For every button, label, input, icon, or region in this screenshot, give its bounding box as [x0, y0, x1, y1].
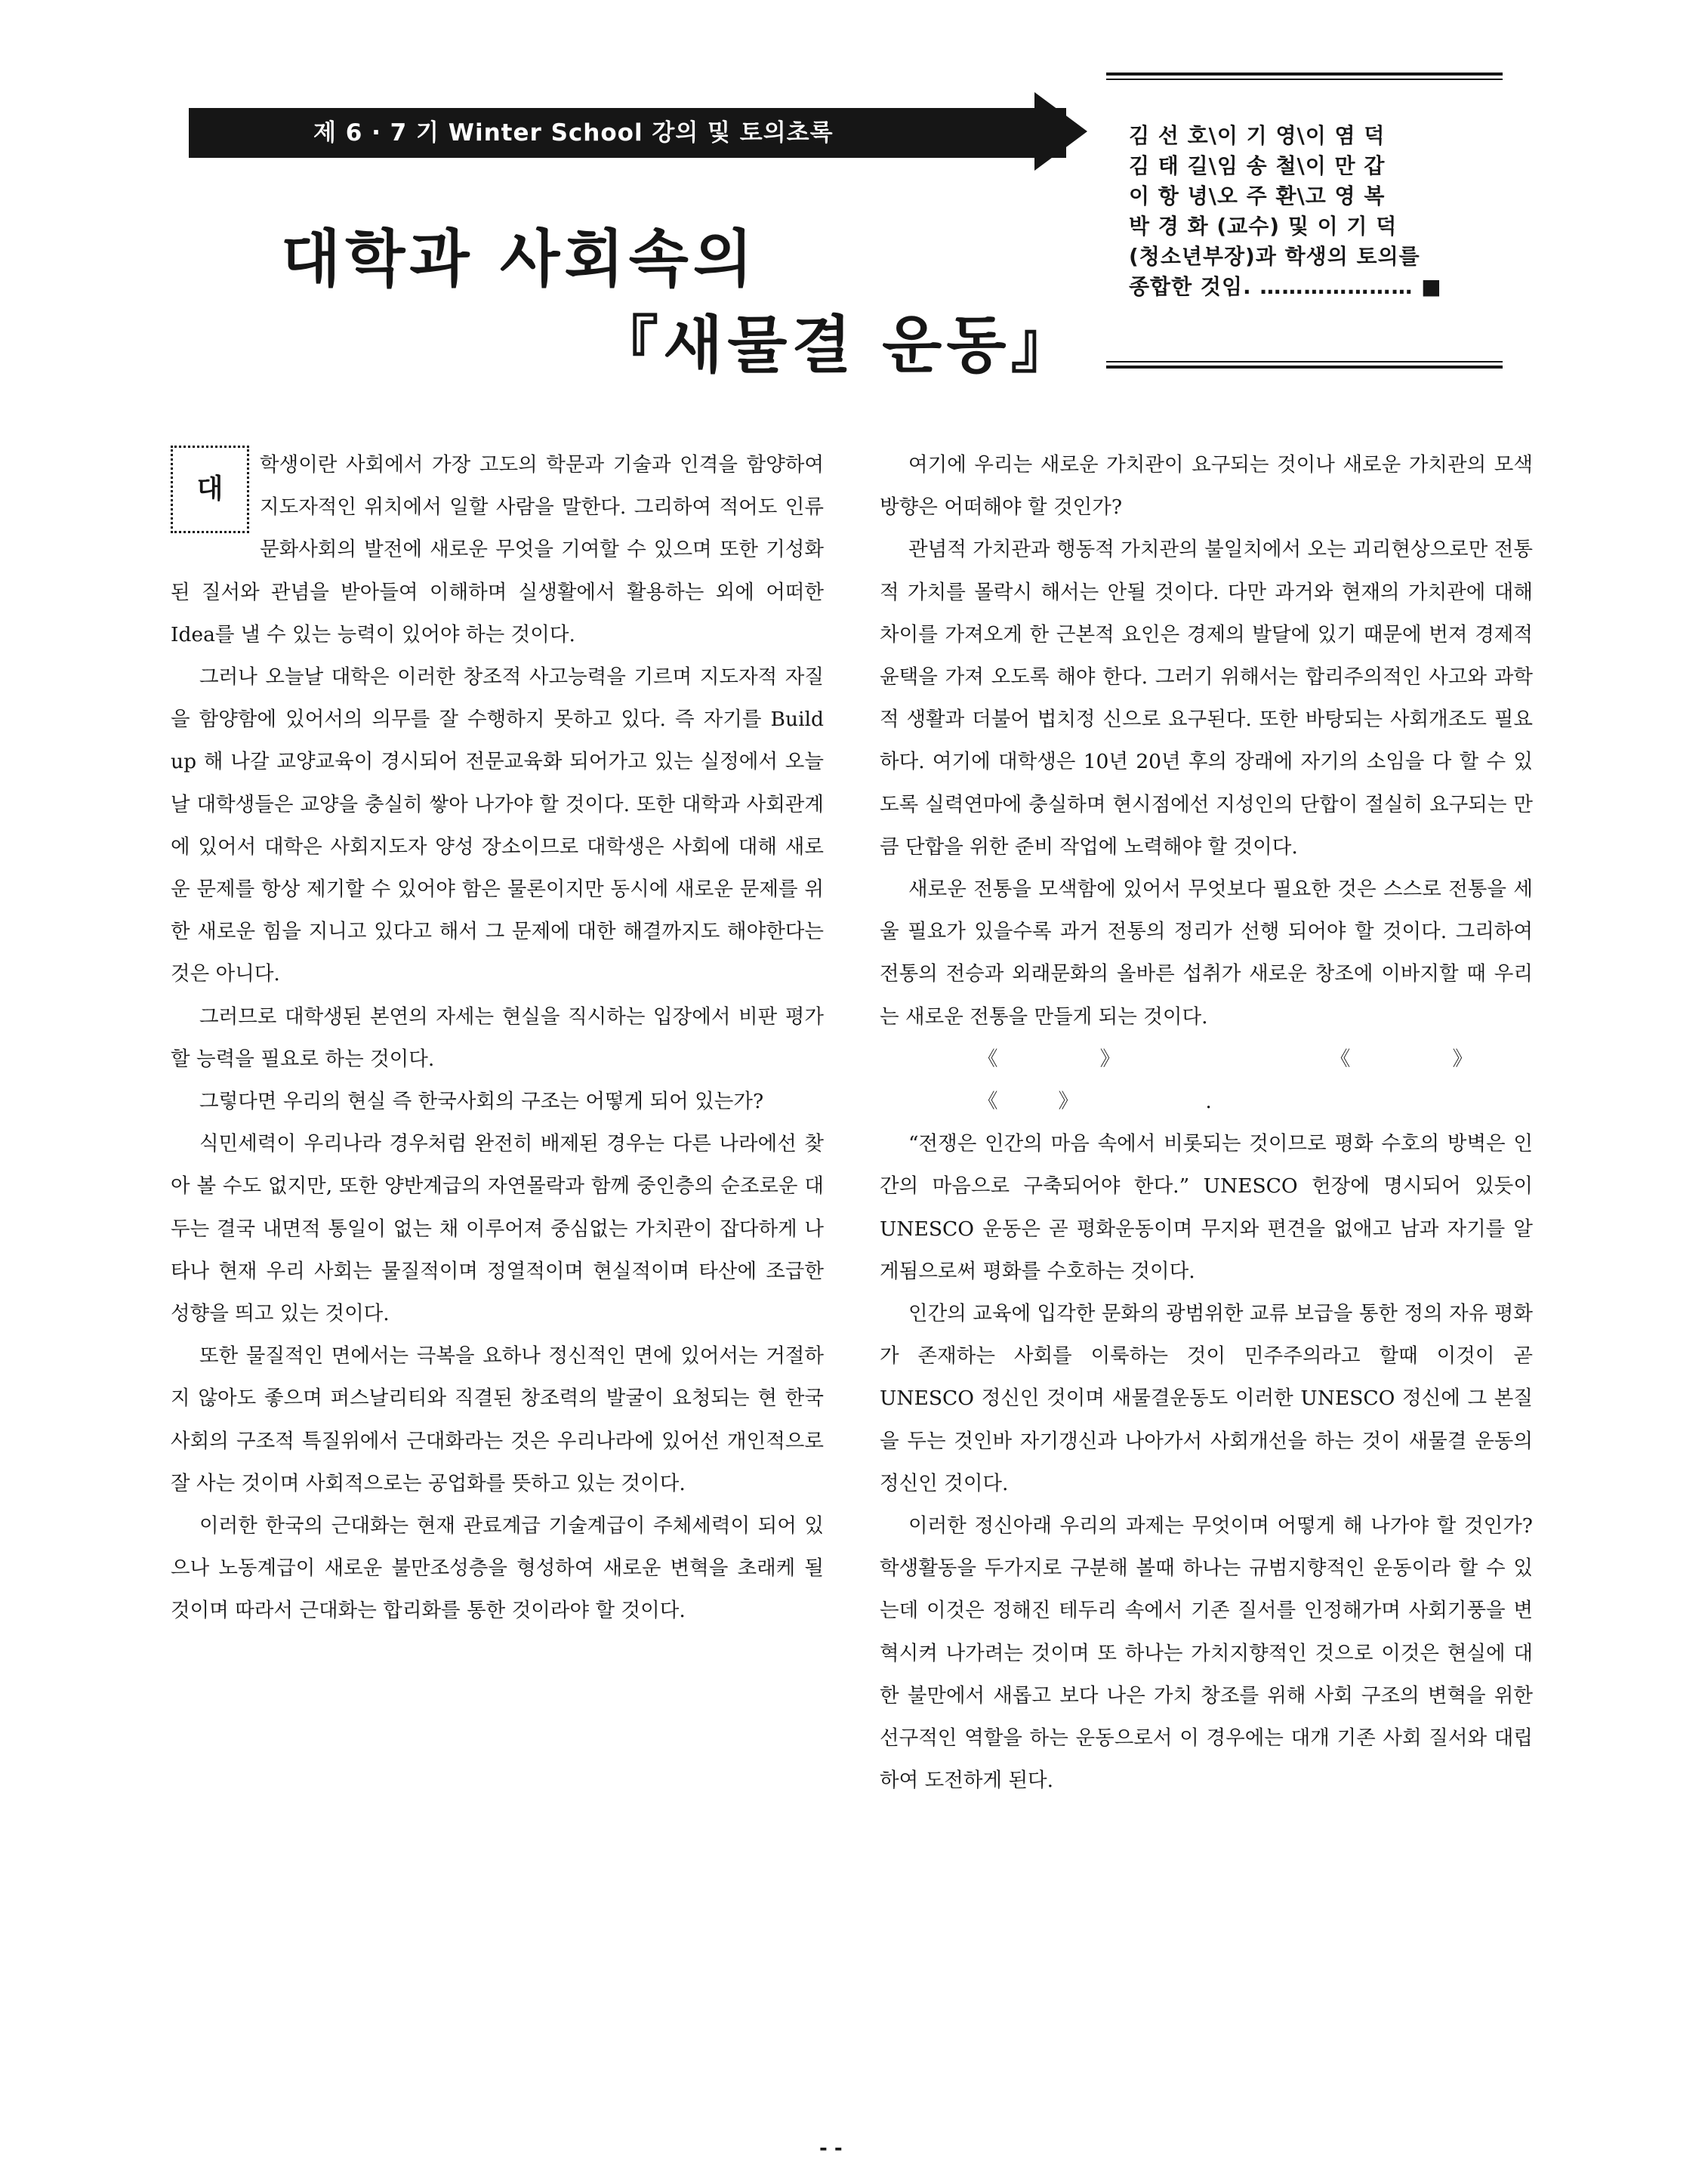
- paragraph: 식민세력이 우리나라 경우처럼 완전히 배제된 경우는 다른 나라에선 찾아 볼 수도 없지만, 또한 양반계급의 자연몰락과 함께 중인층의 순조로운 대두는 결국 내면적 통일이 없는 채 이루어져 중심없는 가치관이 잡다하게 나타나 현재 우리 사회는 물질적이며 정열적이며 현실적이며 타산에 조급한 성향을 띄고 있는 것이다.: [171, 1132, 824, 1326]
- credits-line: (청소년부장)과 학생의 토의를: [1129, 244, 1420, 269]
- section-banner: [189, 108, 1066, 158]
- paragraph: 또한 물질적인 면에서는 극복을 요하나 정신적인 면에 있어서는 거절하지 않아도 좋으며 퍼스날리티와 직결된 창조력의 발굴이 요청되는 현 한국사회의 구조적 특질위에서 근대화라는 것은 우리나라에 있어선 개인적으로 잘 사는 것이며 사회적으로는 공업화를 뜻하고 있는 것이다.: [171, 1344, 824, 1495]
- article-title-line1: 대학과 사회속의: [281, 224, 758, 295]
- banner-text: 제 6 · 7 기 Winter School 강의 및 토의초록: [313, 119, 834, 147]
- banner-arrow-icon: [1034, 92, 1087, 171]
- paragraph: 인간의 교육에 입각한 문화의 광범위한 교류 보급을 통한 정의 자유 평화가 존재하는 사회를 이룩하는 것이 민주주의라고 할때 이것이 곧 UNESCO 정신인 것이며 새물결운동도 이러한 UNESCO 정신에 그 본질을 두는 것인바 자기갱신과 나아가서 사회개선을 하는 것이 새물결 운동의 정신인 것이다.: [880, 1302, 1533, 1495]
- article-column-left: [171, 444, 824, 1633]
- paragraph: 그렇다면 우리의 현실 즉 한국사회의 구조는 어떻게 되어 있는가?: [199, 1090, 764, 1114]
- section-separator: 《》 《》 《》 .: [978, 1047, 1533, 1114]
- credits-rule-bottom: [1106, 361, 1503, 369]
- paragraph: 이러한 정신아래 우리의 과제는 무엇이며 어떻게 해 나가야 할 것인가? 학생활동을 두가지로 구분해 볼때 하나는 규범지향적인 운동이라 할 수 있는데 이것은 정해진 테두리 속에서 기존 질서를 인정해가며 사회기풍을 변혁시켜 나가려는 것이며 또 하나는 가치지향적인 것으로 이것은 현실에 대한 불만에서 새롭고 보다 나은 가치 창조를 위해 사회 구조의 변혁을 위한 선구적인 역할을 하는 운동으로서 이 경우에는 대개 기존 사회 질서와 대립하여 도전하게 된다.: [880, 1514, 1533, 1793]
- dropcap-letter: 대: [196, 473, 224, 504]
- paragraph: 그러나 오늘날 대학은 이러한 창조적 사고능력을 기르며 지도자적 자질을 함양함에 있어서의 의무를 잘 수행하지 못하고 있다. 즉 자기를 Build up 해 나갈 교양교육이 경시되어 전문교육화 되어가고 있는 실정에서 오늘날 대학생들은 교양을 충실히 쌓아 나가야 할 것이다. 또한 대학과 사회관계에 있어서 대학은 사회지도자 양성 장소이므로 대학생은 사회에 대해 새로운 문제를 항상 제기할 수 있어야 함은 물론이지만 동시에 새로운 문제를 위한 새로운 힘을 지니고 있다고 해서 그 문제에 대한 해결까지도 해야한다는 것은 아니다.: [171, 665, 824, 986]
- article-title-line2: 『새물결 운동』: [597, 310, 1078, 381]
- paragraph: 이러한 한국의 근대화는 현재 관료계급 기술계급이 주체세력이 되어 있으나 노동계급이 새로운 불만조성층을 형성하여 새로운 변혁을 초래케 될 것이며 따라서 근대화는 합리화를 통한 것이라야 할 것이다.: [171, 1514, 824, 1623]
- credits-line: 김 선 호\이 기 영\이 염 덕: [1129, 123, 1386, 148]
- dropcap: [171, 446, 249, 533]
- paragraph: 새로운 전통을 모색함에 있어서 무엇보다 필요한 것은 스스로 전통을 세울 필요가 있을수록 과거 전통의 정리가 선행 되어야 할 것이다. 그리하여 전통의 전승과 외래문화의 올바른 섭취가 새로운 창조에 이바지할 때 우리는 새로운 전통을 만들게 되는 것이다.: [880, 878, 1533, 1029]
- article-column-right: [880, 444, 1533, 1803]
- paragraph: 그러므로 대학생된 본연의 자세는 현실을 직시하는 입장에서 비판 평가할 능력을 필요로 하는 것이다.: [171, 1004, 824, 1071]
- paragraph: “전쟁은 인간의 마음 속에서 비롯되는 것이므로 평화 수호의 방벽은 인간의 마음으로 구축되어야 한다.” UNESCO 헌장에 명시되어 있듯이 UNESCO 운동은 곧 평화운동이며 무지와 편견을 없애고 남과 자기를 알게됨으로써 평화를 수호하는 것이다.: [880, 1132, 1533, 1283]
- page-number: - -: [819, 2137, 843, 2160]
- credits-line: 종합한 것임. ………………… ■: [1129, 274, 1442, 299]
- credits-line: 박 경 화 (교수) 및 이 기 덕: [1129, 214, 1398, 239]
- credits-line: 이 항 녕\오 주 환\고 영 복: [1129, 184, 1386, 208]
- paragraph: 관념적 가치관과 행동적 가치관의 불일치에서 오는 괴리현상으로만 전통적 가치를 몰락시 해서는 안될 것이다. 다만 과거와 현재의 가치관에 대해 차이를 가져오게 한 근본적 요인은 경제의 발달에 있기 때문에 번져 경제적 윤택을 가져 오도록 해야 한다. 그러기 위해서는 합리주의적인 사고와 과학적 생활과 더불어 법치정 신으로 요구된다. 또한 바탕되는 사회개조도 필요하다. 여기에 대학생은 10년 20년 후의 장래에 자기의 소임을 다 할 수 있도록 실력연마에 충실하며 현시점에선 지성인의 단합이 절실히 요구되는 만큼 단합을 위한 준비 작업에 노력해야 할 것이다.: [880, 538, 1533, 859]
- credits-box: [1129, 121, 1503, 302]
- credits-rule-top: [1106, 72, 1503, 80]
- credits-line: 김 태 길\임 송 철\이 만 갑: [1129, 153, 1386, 178]
- paragraph: 학생이란 사회에서 가장 고도의 학문과 기술과 인격을 함양하여 지도자적인 위치에서 일할 사람을 말한다. 그리하여 적어도 인류문화사회의 발전에 새로운 무엇을 기여할 수 있으며 또한 기성화된 질서와 관념을 받아들여 이해하며 실생활에서 활용하는 외에 어떠한 Idea를 낼 수 있는 능력이 있어야 하는 것이다.: [171, 453, 824, 646]
- paragraph: 여기에 우리는 새로운 가치관이 요구되는 것이나 새로운 가치관의 모색 방향은 어떠해야 할 것인가?: [880, 453, 1533, 520]
